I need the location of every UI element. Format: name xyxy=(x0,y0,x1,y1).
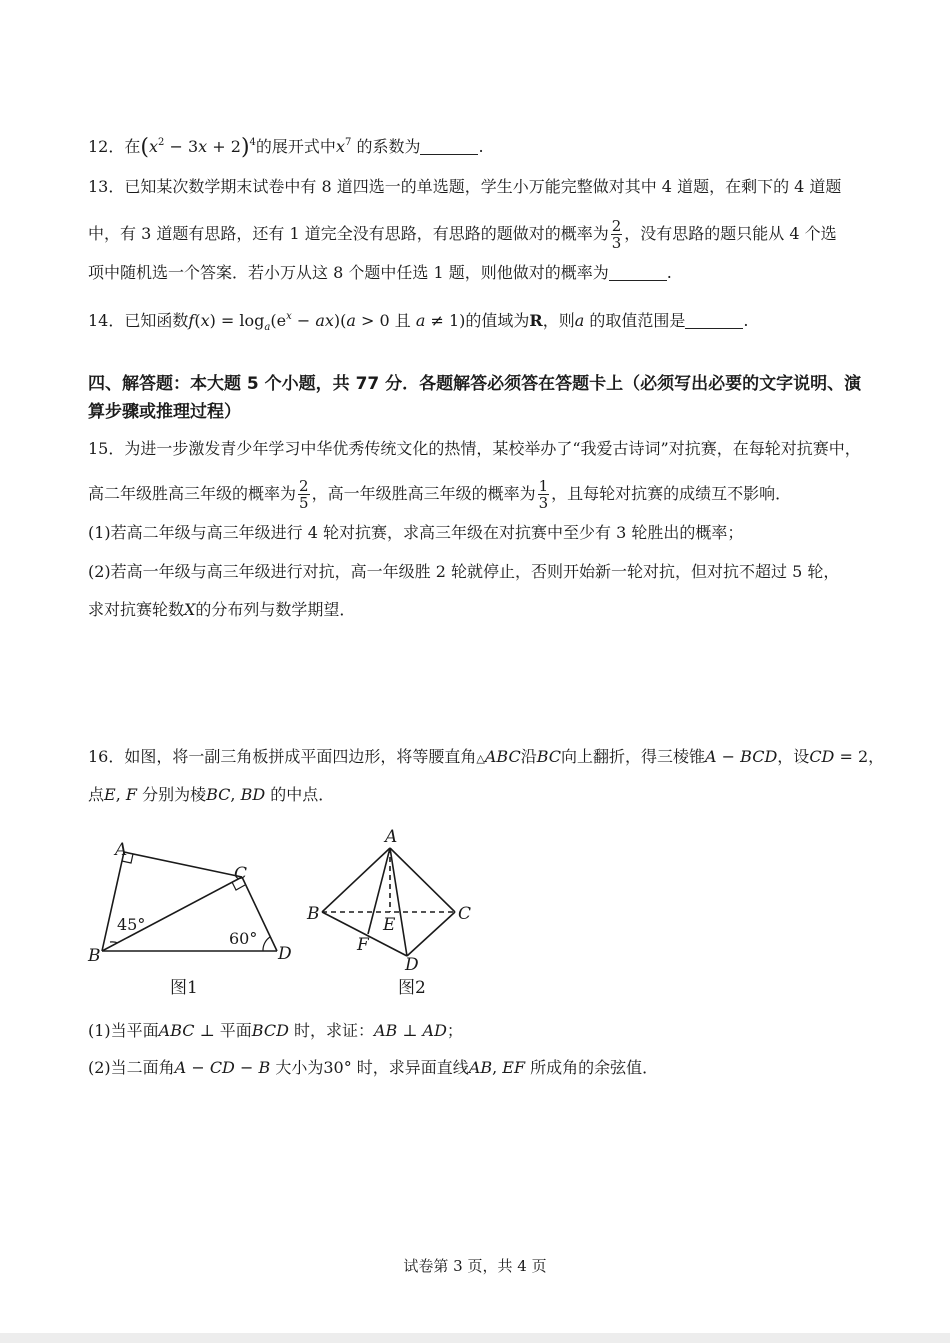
question-15-part-2: (2)若高一年级与高三年级进行对抗，高一年级胜 2 轮就停止，否则开始新一轮对抗，但对抗不超过 5 轮， xyxy=(88,562,840,581)
answer-blank xyxy=(420,138,478,155)
question-14: 14．已知函数$f(x) = \log_a(e^x - ax)(a > 0$ 且 a ≠ 1)的值域为R，则a 的取值范围是 . xyxy=(88,311,749,333)
label-angle-45: 45° xyxy=(117,915,146,934)
answer-blank xyxy=(685,312,743,329)
question-15-part-1: (1)若高二年级与高三年级进行 4 轮对抗赛，求高三年级在对抗赛中至少有 3 轮胜出的概率； xyxy=(88,523,744,542)
label-c: C xyxy=(234,864,248,884)
question-13-line-1: 13．已知某次数学期末试卷中有 8 道四选一的单选题，学生小万能完整做对其中 4 道题，在剩下的 4 道题 xyxy=(88,177,842,196)
question-13-line-2: 中，有 3 道题有思路，还有 1 道完全没有思路，有思路的题做对的概率为 $\frac{2}{3}$ ，没有思路的题只能从 4 个选 xyxy=(88,217,837,252)
label-e: E xyxy=(383,915,396,935)
figure-2-caption: 图2 xyxy=(398,978,426,998)
fraction: $\frac{1}{3}$ xyxy=(538,477,549,512)
figure-1 xyxy=(80,830,310,970)
label-b: B xyxy=(307,904,320,924)
q14-function: $f(x) = \log_a(e^x - ax)(a > 0$ 且 a ≠ 1) xyxy=(188,311,466,333)
arc-60 xyxy=(263,937,270,951)
figure-2 xyxy=(300,825,490,975)
question-16-part-2: (2)当二面角A − CD − B 大小为30° 时，求异面直线AB, EF 所成角的余弦值． xyxy=(88,1058,659,1077)
question-15-part-2-cont: 求对抗赛轮数X的分布列与数学期望． xyxy=(88,600,356,619)
label-a: A xyxy=(385,827,398,847)
edge-ad xyxy=(390,848,407,956)
label-a: A xyxy=(115,840,128,860)
question-13-line-3: 项中随机选一个答案．若小万从这 8 个题中任选 1 题，则他做对的概率为 . xyxy=(88,263,672,282)
page-footer: 试卷第 3 页，共 4 页 xyxy=(403,1257,547,1275)
question-16-part-1: (1)当平面ABC ⊥ 平面BCD 时，求证：AB ⊥ AD； xyxy=(88,1021,463,1040)
label-f: F xyxy=(357,935,369,955)
label-d: D xyxy=(278,944,292,964)
fraction: $\frac{2}{3}$ xyxy=(611,217,622,252)
question-16-line-1: 16．如图，将一副三角板拼成平面四边形，将等腰直角△ABC沿BC向上翻折，得三棱锥A − BCD，设CD = 2， xyxy=(88,747,885,766)
edge-ac xyxy=(390,848,455,912)
question-16-line-2: 点E, F 分别为棱BC, BD 的中点． xyxy=(88,785,335,804)
q12-expression: $(x^2 - 3x + 2)^4$ xyxy=(140,135,256,160)
label-angle-60: 60° xyxy=(229,929,258,948)
label-b: B xyxy=(88,946,101,966)
question-15-line-2: 高二年级胜高三年级的概率为 $\frac{2}{5}$ ，高一年级胜高三年级的概率为 $\frac{1}{3}$ ，且每轮对抗赛的成绩互不影响． xyxy=(88,477,792,512)
edge-ac xyxy=(124,852,242,877)
page-bottom-edge xyxy=(0,1333,950,1343)
figure-1-caption: 图1 xyxy=(170,978,198,998)
edge-cd xyxy=(407,912,455,956)
edge-ab xyxy=(322,848,390,912)
question-12: 12．在$(x^2 - 3x + 2)^4$的展开式中$x^7$ 的系数为 . xyxy=(88,135,484,160)
arc-45 xyxy=(110,942,118,943)
section-heading: 四、解答题：本大题 5 个小题，共 77 分．各题解答必须答在答题卡上（必须写出必要的文字说明、演算步骤或推理过程） xyxy=(88,374,862,422)
edge-bc xyxy=(102,877,242,951)
fraction: $\frac{2}{5}$ xyxy=(299,477,309,512)
label-c: C xyxy=(458,904,472,924)
label-d: D xyxy=(405,955,419,975)
question-15-line-1: 15．为进一步激发青少年学习中华优秀传统文化的热情，某校举办了“我爱古诗词”对抗赛，在每轮对抗赛中， xyxy=(88,439,861,458)
edge-ab xyxy=(102,852,124,951)
answer-blank xyxy=(609,264,667,281)
